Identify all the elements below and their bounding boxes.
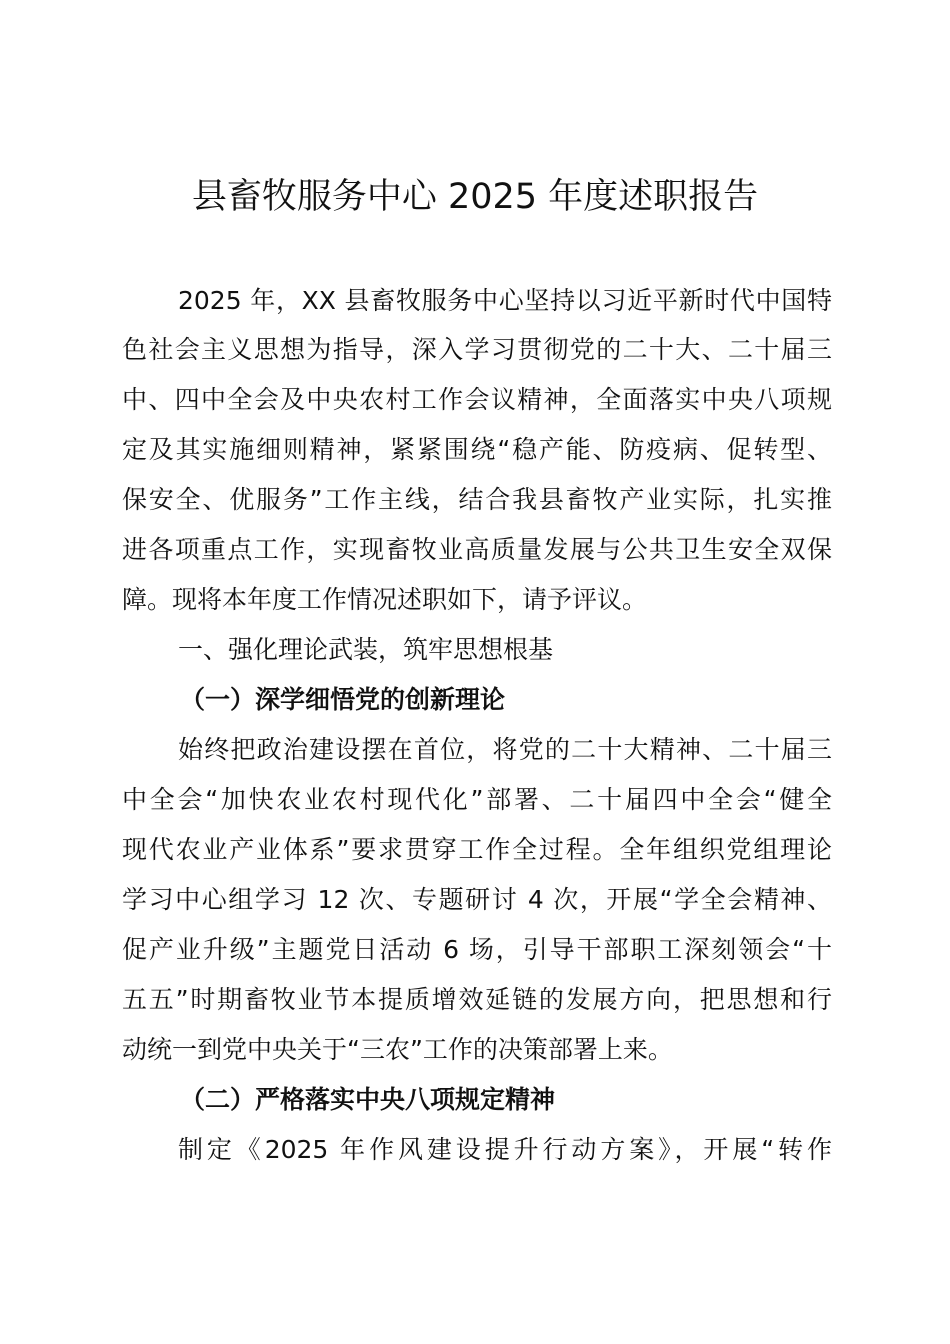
subsection-heading-1: （一）深学细悟党的创新理论 [180,685,506,714]
sub1-line-1: 始终把政治建设摆在首位，将党的二十大精神、二十届三 [178,735,832,764]
sub1-line-7: 动统一到党中央关于“三农”工作的决策部署上来。 [122,1035,673,1064]
intro-line-4: 定及其实施细则精神，紧紧围绕“稳产能、防疫病、促转型、 [122,435,832,464]
intro-line-7: 障。现将本年度工作情况述职如下，请予评议。 [122,585,648,614]
section-heading-1: 一、强化理论武装，筑牢思想根基 [178,635,554,664]
intro-line-6: 进各项重点工作，实现畜牧业高质量发展与公共卫生安全双保 [122,535,832,564]
intro-line-1: 2025 年，XX 县畜牧服务中心坚持以习近平新时代中国特 [178,286,832,315]
subsection-heading-2: （二）严格落实中央八项规定精神 [180,1085,556,1114]
intro-line-5: 保安全、优服务”工作主线，结合我县畜牧产业实际，扎实推 [122,485,832,514]
sub1-line-5: 促产业升级”主题党日活动 6 场，引导干部职工深刻领会“十 [122,935,832,964]
sub1-line-4: 学习中心组学习 12 次、专题研讨 4 次，开展“学全会精神、 [122,885,832,914]
sub1-line-3: 现代农业产业体系”要求贯穿工作全过程。全年组织党组理论 [122,835,832,864]
document-title: 县畜牧服务中心 2025 年度述职报告 [191,177,759,217]
intro-line-2: 色社会主义思想为指导，深入学习贯彻党的二十大、二十届三 [122,335,832,364]
sub2-line-1: 制定《2025 年作风建设提升行动方案》，开展“转作 [178,1135,832,1164]
sub1-line-6: 五五”时期畜牧业节本提质增效延链的发展方向，把思想和行 [122,985,832,1014]
sub1-line-2: 中全会“加快农业农村现代化”部署、二十届四中全会“健全 [122,785,832,814]
intro-line-3: 中、四中全会及中央农村工作会议精神，全面落实中央八项规 [122,385,832,414]
